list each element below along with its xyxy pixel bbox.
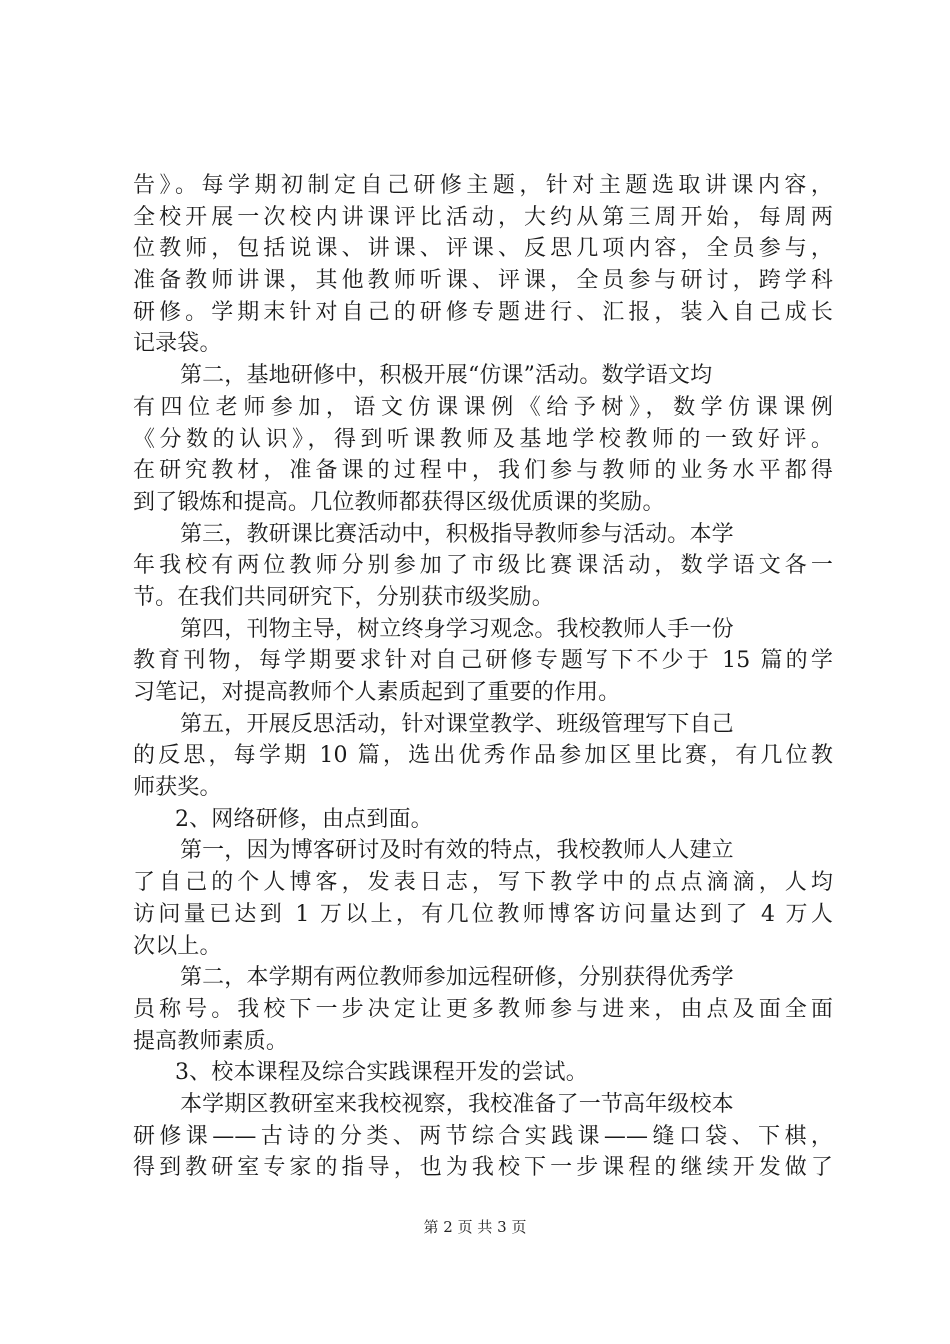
text-line: 3、校本课程及综合实践课程开发的尝试。 [175, 1060, 588, 1086]
text-line: 研修课——古诗的分类、两节综合实践课——缝口袋、下棋， [133, 1123, 833, 1149]
text-line: 的反思，每学期 10 篇，选出优秀作品参加区里比赛，有几位教 [133, 743, 833, 769]
text-line: 在研究教材，准备课的过程中，我们参与教师的业务水平都得 [133, 458, 833, 484]
text-line: 准备教师讲课，其他教师听课、评课，全员参与研讨，跨学科 [133, 268, 833, 294]
text-line: 本学期区教研室来我校视察，我校准备了一节高年级校本 [180, 1091, 734, 1117]
text-line: 第五，开展反思活动，针对课堂教学、班级管理写下自己 [180, 711, 734, 737]
text-line: 提高教师素质。 [133, 1028, 289, 1054]
body-text [133, 170, 833, 1184]
text-line: 研修。学期末针对自己的研修专题进行、汇报，装入自己成长 [133, 299, 833, 325]
text-line: 第二，基地研修中，积极开展“仿课”活动。数学语文均 [180, 363, 713, 389]
text-line: 师获奖。 [133, 775, 222, 801]
text-line: 员称号。我校下一步决定让更多教师参与进来，由点及面全面 [133, 996, 833, 1022]
text-line: 《分数的认识》，得到听课教师及基地学校教师的一致好评。 [133, 426, 833, 452]
text-line: 位教师，包括说课、讲课、评课、反思几项内容，全员参与， [133, 236, 833, 262]
text-line: 有四位老师参加，语文仿课课例《给予树》，数学仿课课例 [133, 394, 833, 420]
text-line: 2、网络研修，由点到面。 [175, 806, 433, 832]
text-line: 得到教研室专家的指导，也为我校下一步课程的继续开发做了 [133, 1155, 833, 1181]
text-line: 习笔记，对提高教师个人素质起到了重要的作用。 [133, 680, 621, 705]
text-line: 次以上。 [133, 933, 222, 959]
text-line: 告》。每学期初制定自己研修主题，针对主题选取讲课内容， [133, 173, 833, 198]
text-line: 全校开展一次校内讲课评比活动，大约从第三周开始，每周两 [133, 204, 833, 230]
text-line: 第二，本学期有两位教师参加远程研修，分别获得优秀学 [180, 965, 734, 991]
text-line: 第一，因为博客研讨及时有效的特点，我校教师人人建立 [180, 838, 734, 864]
text-line: 第三，教研课比赛活动中，积极指导教师参与活动。本学 [180, 521, 734, 547]
text-line: 访问量已达到 1 万以上，有几位教师博客访问量达到了 4 万人 [133, 901, 833, 927]
text-line: 节。在我们共同研究下，分别获市级奖励。 [133, 584, 554, 610]
text-line: 到了锻炼和提高。几位教师都获得区级优质课的奖励。 [133, 489, 665, 515]
text-line: 第四，刊物主导，树立终身学习观念。我校教师人手一份 [180, 616, 734, 642]
page-number-footer: 第 2 页 共 3 页 [423, 1218, 527, 1236]
text-line: 年我校有两位教师分别参加了市级比赛课活动，数学语文各一 [133, 553, 833, 579]
text-line: 教育刊物，每学期要求针对自己研修专题写下不少于 15 篇的学 [133, 648, 833, 674]
text-line: 了自己的个人博客，发表日志，写下教学中的点点滴滴，人均 [133, 870, 833, 896]
text-line: 记录袋。 [133, 331, 222, 357]
